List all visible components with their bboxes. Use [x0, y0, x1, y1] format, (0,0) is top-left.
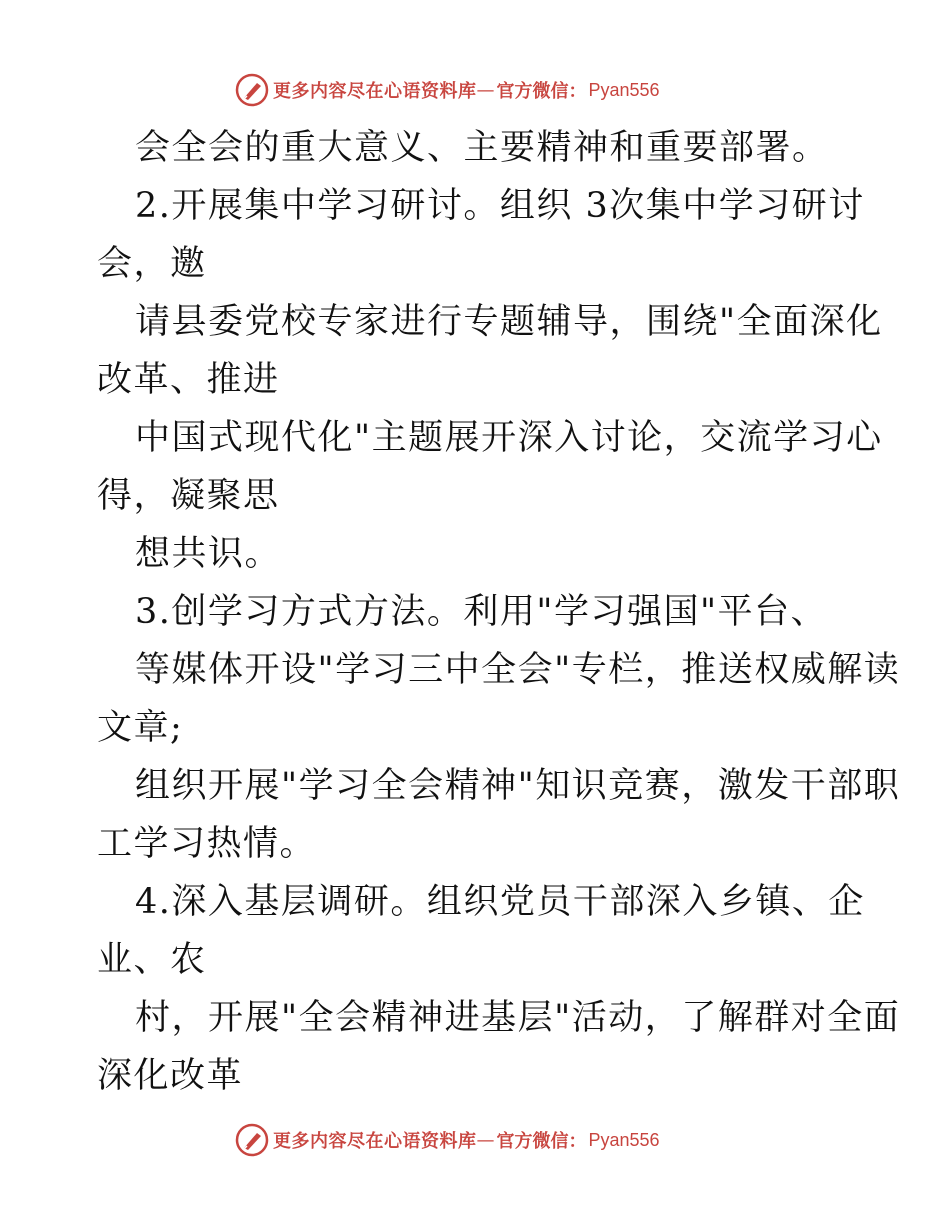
banner-dash: — — [476, 1129, 495, 1151]
text-line: 2.开展集中学习研讨。组织 3次集中学习研讨 — [135, 186, 865, 226]
banner-slogan: 更多内容尽在心语资料库 — [273, 1131, 477, 1152]
text-line: 等媒体开设"学习三中全会"专栏，推送权威解读 — [135, 650, 901, 690]
banner-dash: — — [476, 79, 495, 101]
text-line: 4.深入基层调研。组织党员干部深入乡镇、企 — [135, 882, 865, 922]
text-line: 工学习热情。 — [97, 824, 317, 864]
text-line: 请县委党校专家进行专题辅导，围绕"全面深化 — [135, 302, 883, 342]
banner-slogan: 更多内容尽在心语资料库 — [273, 81, 477, 102]
banner-wechat-label: 官方微信： — [496, 81, 587, 102]
text-line: 得，凝聚思 — [97, 476, 280, 516]
text-line: 会全会的重大意义、主要精神和重要部署。 — [135, 128, 829, 168]
text-line: 改革、推进 — [97, 360, 280, 400]
banner-wechat-label: 官方微信： — [496, 1131, 587, 1152]
text-line: 中国式现代化"主题展开深入讨论，交流学习心 — [135, 418, 883, 458]
text-line: 业、农 — [97, 940, 207, 980]
quill-pen-icon — [235, 1123, 269, 1157]
banner-wechat-id: Pyan556 — [588, 79, 660, 100]
text-line: 会，邀 — [97, 244, 207, 284]
text-line: 想共识。 — [135, 534, 282, 574]
header-watermark-banner — [0, 70, 950, 110]
text-line: 组织开展"学习全会精神"知识竞赛，激发干部职 — [135, 766, 901, 806]
text-line: 3.创学习方式方法。利用"学习强国"平台、 — [135, 592, 828, 632]
text-line: 村，开展"全会精神进基层"活动，了解群对全面 — [135, 998, 901, 1038]
text-line: 深化改革 — [97, 1056, 244, 1096]
banner-wechat-id: Pyan556 — [588, 1129, 660, 1150]
text-line: 文章; — [97, 708, 184, 748]
quill-pen-icon — [235, 73, 269, 107]
footer-watermark-banner — [0, 1120, 950, 1160]
